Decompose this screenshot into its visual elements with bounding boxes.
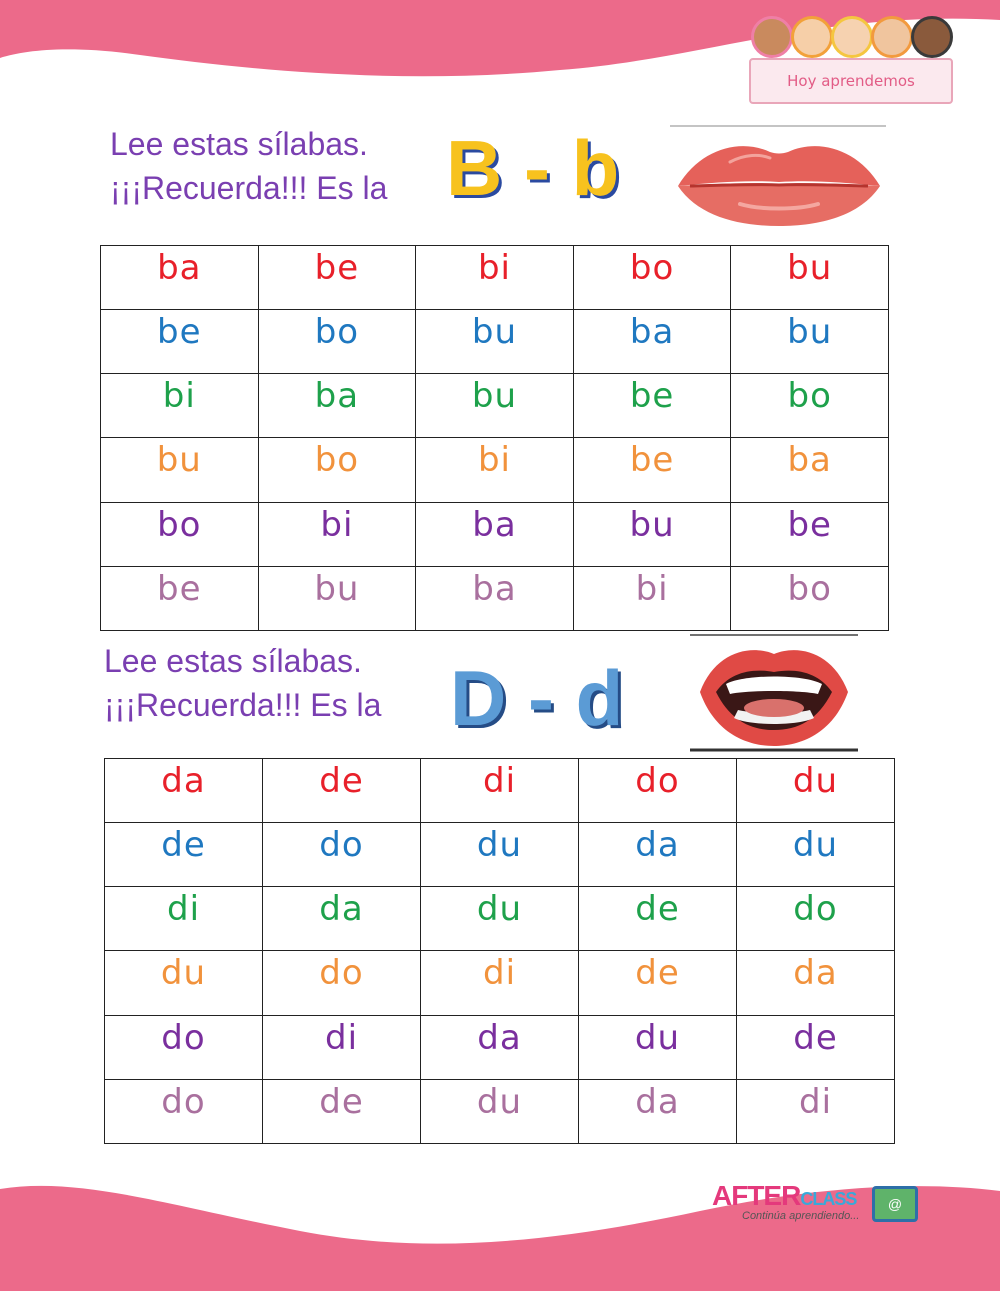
kid-avatar-icon: [911, 16, 953, 58]
syllable-cell: do: [105, 1015, 263, 1079]
table-row: [105, 1079, 895, 1143]
syllable-cell: do: [737, 887, 895, 951]
syllable-cell: bu: [258, 566, 416, 630]
syllable-cell: do: [263, 951, 421, 1015]
logo-text-after: AFTER: [712, 1180, 801, 1211]
table-row: [105, 887, 895, 951]
instruction-line-1: Lee estas sílabas.: [104, 643, 362, 679]
syllable-cell: do: [105, 1079, 263, 1143]
syllable-cell: di: [263, 1015, 421, 1079]
badge-text: Hoy aprendemos: [749, 58, 953, 104]
table-row: [105, 1015, 895, 1079]
syllable-cell: de: [263, 759, 421, 823]
syllable-cell: bu: [731, 310, 889, 374]
syllable-cell: bi: [573, 566, 731, 630]
syllable-cell: ba: [573, 310, 731, 374]
syllable-cell: de: [105, 823, 263, 887]
syllable-cell: bo: [258, 438, 416, 502]
syllable-cell: ba: [101, 246, 259, 310]
kid-avatar-icon: [791, 16, 833, 58]
syllable-cell: bo: [101, 502, 259, 566]
syllable-cell: ba: [416, 566, 574, 630]
syllable-cell: bu: [573, 502, 731, 566]
syllable-cell: bo: [258, 310, 416, 374]
table-row: [105, 823, 895, 887]
logo-symbol: @: [887, 1196, 903, 1212]
syllable-cell: da: [105, 759, 263, 823]
syllable-cell: di: [421, 951, 579, 1015]
syllable-cell: ba: [731, 438, 889, 502]
syllable-cell: da: [421, 1015, 579, 1079]
syllable-cell: de: [579, 887, 737, 951]
table-row: [105, 951, 895, 1015]
afterclass-logo: [712, 1180, 932, 1240]
syllable-cell: do: [263, 823, 421, 887]
table-row: [101, 502, 889, 566]
syllable-cell: bo: [731, 374, 889, 438]
syllable-cell: bu: [101, 438, 259, 502]
big-letter-b: B - b: [446, 124, 620, 212]
kid-avatar-icon: [751, 16, 793, 58]
mouth-open-teeth-icon: [690, 634, 858, 752]
syllable-cell: bu: [731, 246, 889, 310]
table-row: [101, 310, 889, 374]
table-row: [101, 374, 889, 438]
syllable-cell: du: [737, 759, 895, 823]
syllable-cell: di: [737, 1079, 895, 1143]
syllable-cell: du: [421, 1079, 579, 1143]
instruction-line-2: ¡¡¡Recuerda!!! Es la: [104, 687, 382, 723]
syllable-cell: bi: [416, 438, 574, 502]
syllable-cell: de: [737, 1015, 895, 1079]
syllable-cell: bu: [416, 374, 574, 438]
logo-text-class: CLASS: [800, 1189, 857, 1209]
syllable-cell: bi: [416, 246, 574, 310]
syllable-cell: da: [737, 951, 895, 1015]
syllable-cell: bo: [731, 566, 889, 630]
syllable-cell: du: [421, 887, 579, 951]
syllable-table-b: [100, 245, 889, 631]
syllable-cell: ba: [258, 374, 416, 438]
syllable-cell: do: [579, 759, 737, 823]
kid-avatar-icon: [871, 16, 913, 58]
logo-tagline: Continúa aprendiendo...: [742, 1210, 860, 1222]
syllable-cell: da: [579, 823, 737, 887]
syllable-cell: de: [579, 951, 737, 1015]
syllable-cell: be: [258, 246, 416, 310]
instruction-line-2: ¡¡¡Recuerda!!! Es la: [110, 170, 388, 206]
syllable-cell: be: [101, 566, 259, 630]
syllable-cell: bi: [101, 374, 259, 438]
syllable-cell: da: [263, 887, 421, 951]
syllable-cell: du: [105, 951, 263, 1015]
big-letter-d: D - d: [450, 654, 624, 742]
hoy-aprendemos-badge: [745, 10, 955, 120]
laptop-icon: [872, 1186, 918, 1222]
syllable-cell: ba: [416, 502, 574, 566]
syllable-cell: bu: [416, 310, 574, 374]
lips-closed-icon: [670, 124, 888, 234]
instruction-line-1: Lee estas sílabas.: [110, 126, 368, 162]
table-row: [101, 438, 889, 502]
syllable-cell: di: [105, 887, 263, 951]
syllable-cell: de: [263, 1079, 421, 1143]
syllable-table-d: [104, 758, 895, 1144]
kid-avatar-icon: [831, 16, 873, 58]
syllable-cell: du: [421, 823, 579, 887]
syllable-cell: bo: [573, 246, 731, 310]
syllable-cell: di: [421, 759, 579, 823]
syllable-cell: da: [579, 1079, 737, 1143]
syllable-cell: du: [579, 1015, 737, 1079]
syllable-cell: bi: [258, 502, 416, 566]
table-row: [105, 759, 895, 823]
syllable-cell: du: [737, 823, 895, 887]
table-row: [101, 566, 889, 630]
syllable-cell: be: [101, 310, 259, 374]
syllable-cell: be: [573, 438, 731, 502]
syllable-cell: be: [573, 374, 731, 438]
syllable-cell: be: [731, 502, 889, 566]
table-row: [101, 246, 889, 310]
